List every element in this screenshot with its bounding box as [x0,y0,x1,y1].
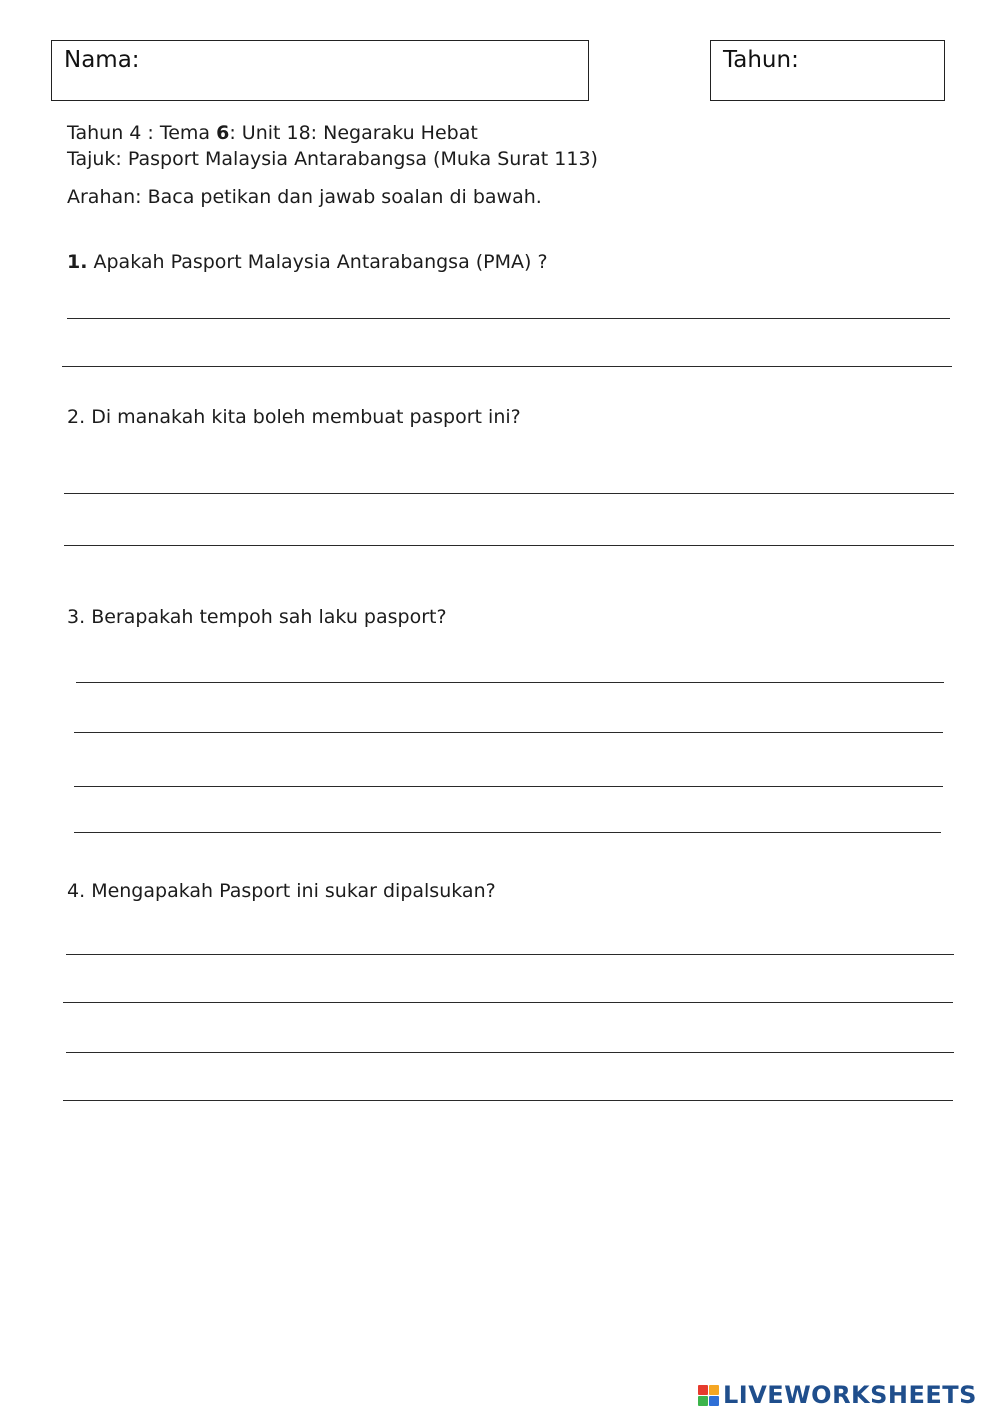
question-4 [67,880,496,902]
question-3-text: Berapakah tempoh sah laku pasport? [91,606,447,628]
liveworksheets-logo [698,1378,977,1412]
name-field[interactable] [51,40,589,101]
answer-line[interactable] [74,732,943,733]
question-1-text: Apakah Pasport Malaysia Antarabangsa (PMA) ? [93,251,548,273]
unit-heading-suffix: : Unit 18: Negaraku Hebat [229,122,478,144]
liveworksheets-brand: LIVEWORKSHEETS [723,1381,977,1409]
answer-line[interactable] [63,1002,953,1003]
answer-line[interactable] [63,1100,953,1101]
answer-line[interactable] [74,786,943,787]
answer-line[interactable] [74,832,941,833]
answer-line[interactable] [66,1052,954,1053]
answer-line[interactable] [76,682,944,683]
year-field[interactable] [710,40,945,101]
question-1-number: 1. [67,251,88,273]
logo-square-orange [709,1385,719,1395]
question-2-number: 2. [67,406,86,428]
question-3 [67,606,447,628]
answer-line[interactable] [64,545,954,546]
logo-square-blue [709,1396,719,1406]
question-1 [67,251,548,273]
name-label: Nama: [64,47,140,73]
question-3-number: 3. [67,606,86,628]
logo-square-green [698,1396,708,1406]
instruction-text: Arahan: Baca petikan dan jawab soalan di bawah. [67,186,542,208]
unit-heading [67,122,478,144]
question-4-number: 4. [67,880,86,902]
question-2 [67,406,521,428]
answer-line[interactable] [66,954,954,955]
unit-heading-prefix: Tahun 4 : Tema [67,122,217,144]
year-label: Tahun: [723,47,799,73]
question-2-text: Di manakah kita boleh membuat pasport ini? [91,406,521,428]
liveworksheets-logo-icon [698,1385,719,1406]
answer-line[interactable] [64,493,954,494]
topic-heading: Tajuk: Pasport Malaysia Antarabangsa (Muka Surat 113) [67,148,598,170]
theme-number: 6 [216,122,230,144]
answer-line[interactable] [67,318,950,319]
logo-square-red [698,1385,708,1395]
answer-line[interactable] [62,366,952,367]
question-4-text: Mengapakah Pasport ini sukar dipalsukan? [91,880,496,902]
